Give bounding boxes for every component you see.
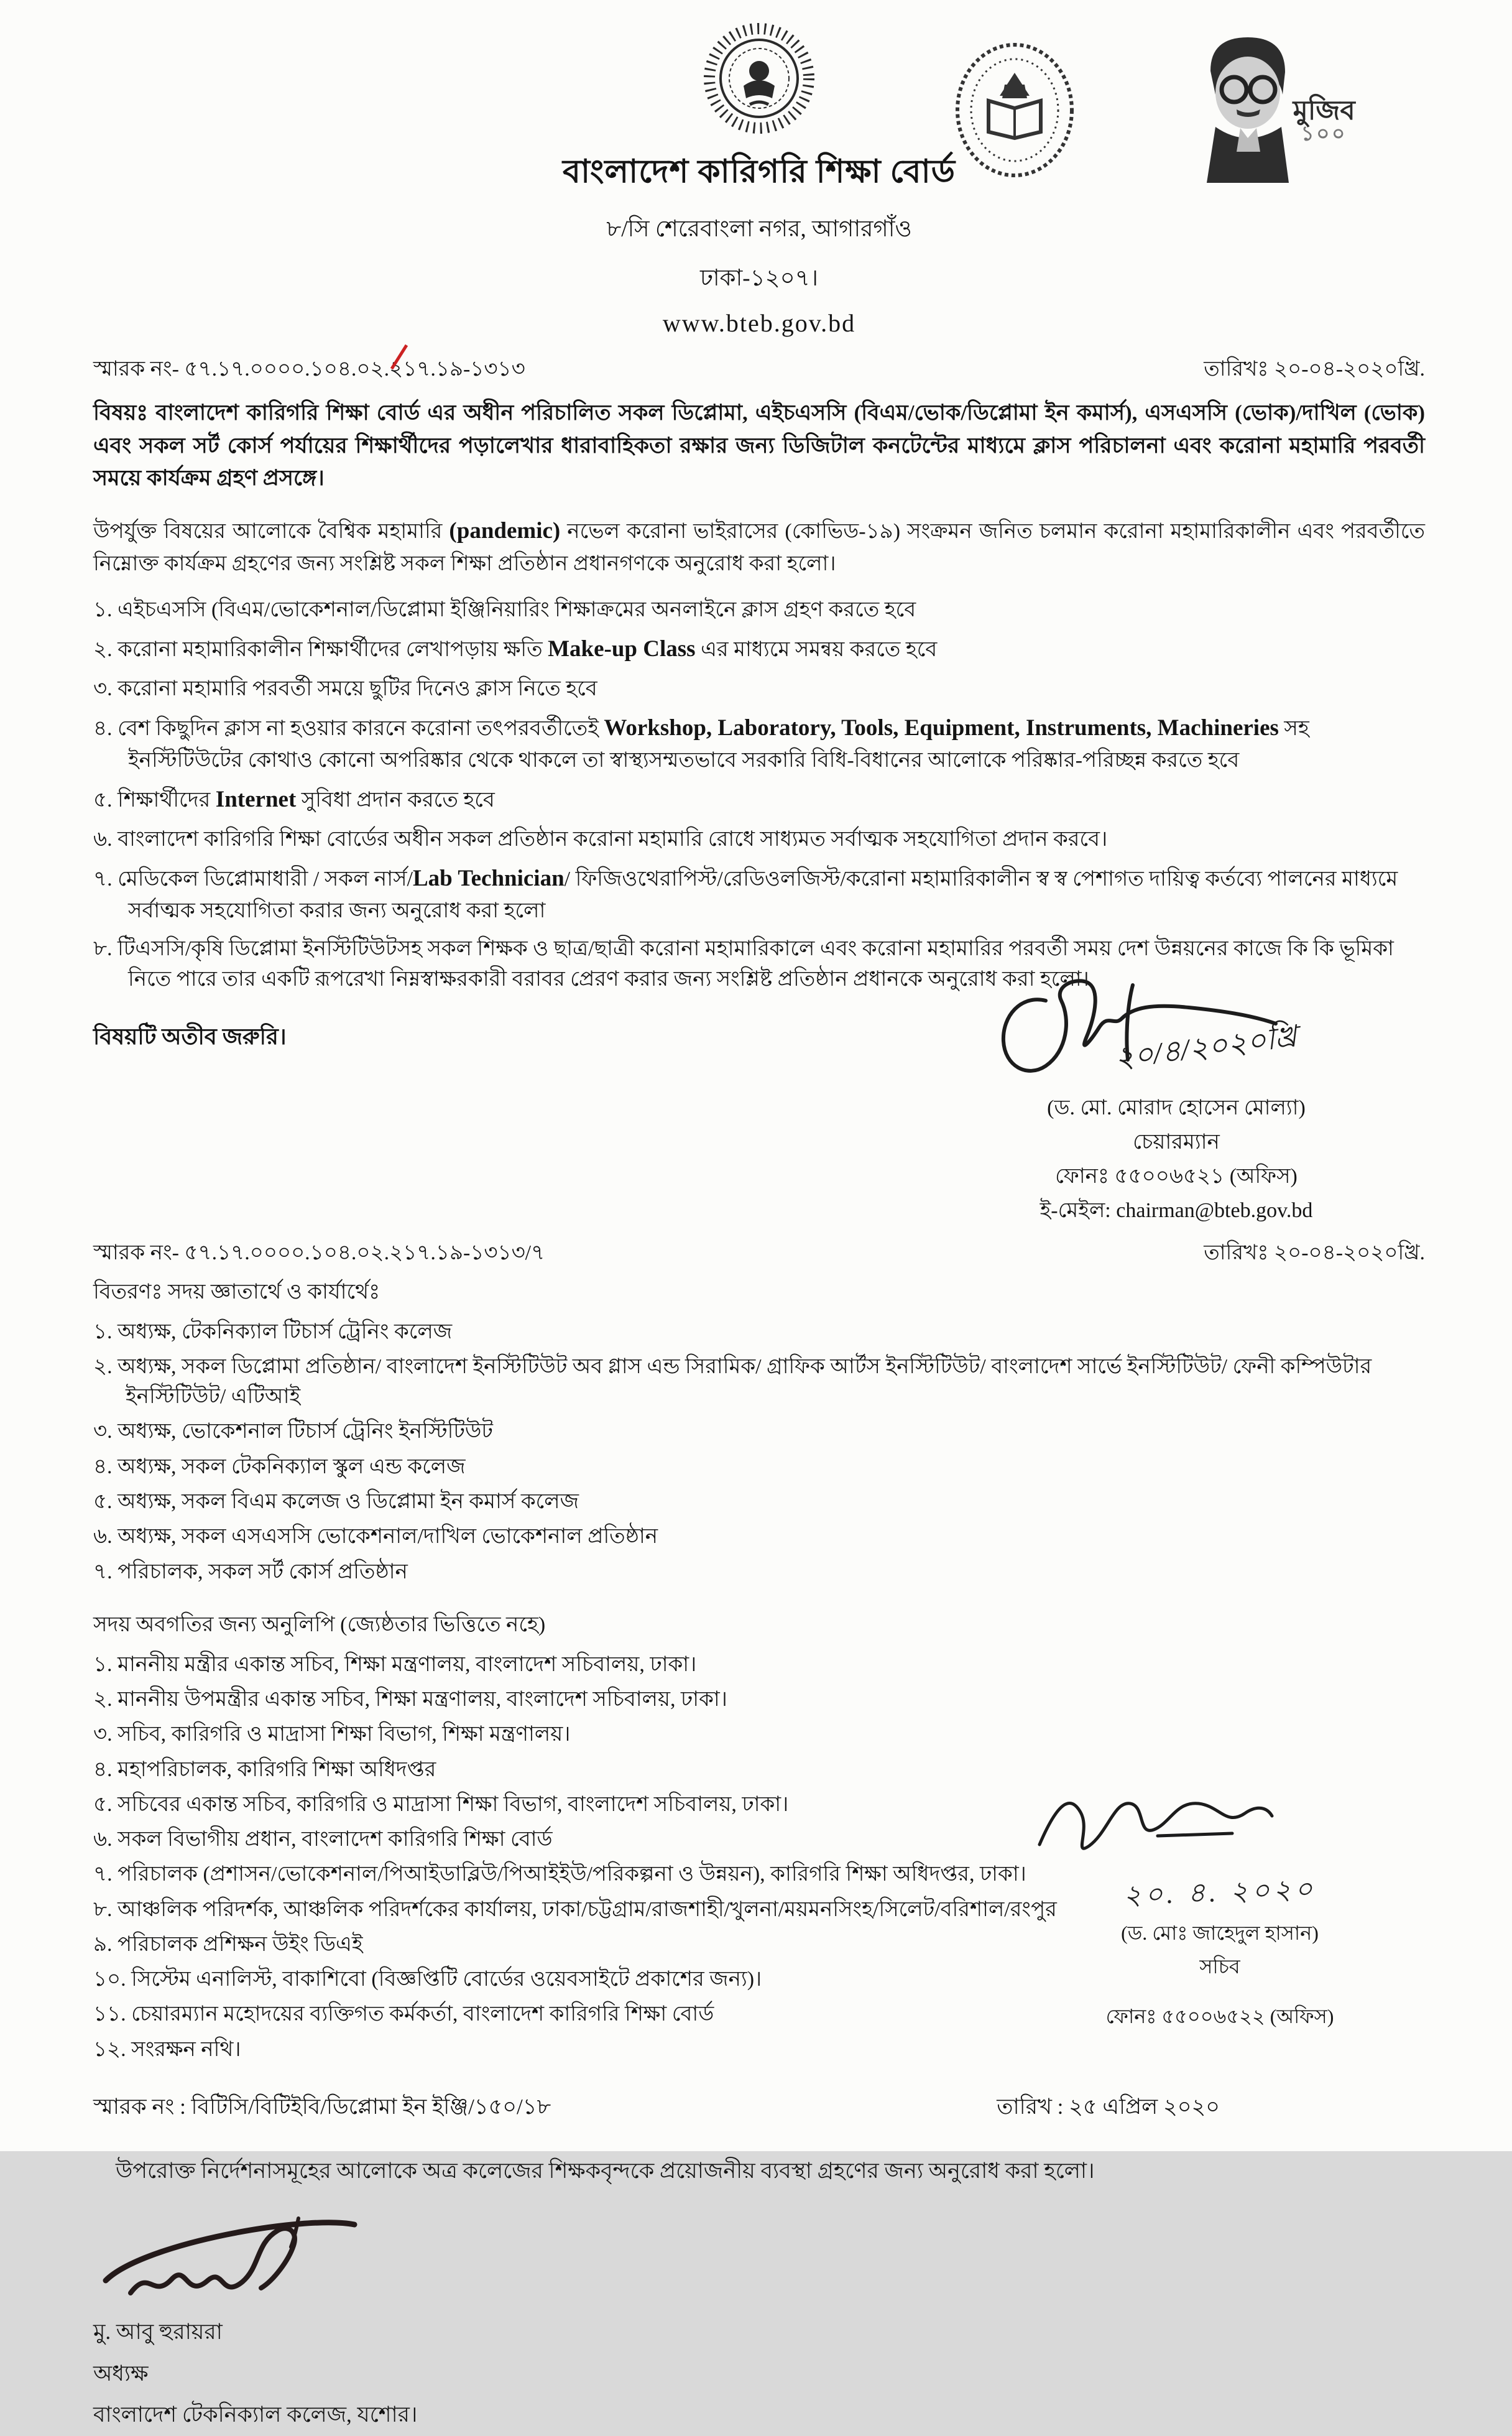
- secretary-signature-block: [1021, 1776, 1419, 2034]
- copy-item: ১১. চেয়ারম্যান মহোদয়ের ব্যক্তিগত কর্মকর্তা, বাংলাদেশ কারিগরি শিক্ষা বোর্ড: [93, 2003, 714, 2026]
- memo1-number: স্মারক নং- ৫৭.১৭.০০০০.১০৪.০২.২১৭.১৯-১৩১৩: [93, 353, 525, 388]
- copy-item: ৫. সচিবের একান্ত সচিব, কারিগরি ও মাদ্রাসা শিক্ষা বিভাগ, বাংলাদেশ সচিবালয়, ঢাকা।: [93, 1792, 789, 1816]
- principal-title: অধ্যক্ষ: [93, 2361, 149, 2386]
- secretary-signature-icon: [1021, 1776, 1282, 1869]
- chairman-phone: ফোনঃ ৫৫০০৬৫২১ (অফিস): [1055, 1164, 1298, 1188]
- distribution-heading: বিতরণঃ সদয় জ্ঞাতার্থে ও কার্যার্থেঃ: [93, 1280, 380, 1304]
- copy-item: ৩. সচিব, কারিগরি ও মাদ্রাসা শিক্ষা বিভাগ, শিক্ষা মন্ত্রণালয়।: [93, 1723, 571, 1746]
- secretary-handwritten-date: ২০. ৪. ২০২০: [1123, 1873, 1317, 1911]
- principal-name: মু. আবু হুরায়রা: [93, 2320, 223, 2345]
- copy-item: ৯. পরিচালক প্রশিক্ষন উইং ডিএই: [93, 1932, 363, 1956]
- copy-item: ৭. পরিচালক (প্রশাসন/ভোকেশনাল/পিআইডাব্লিউ/পিআইইউ/পরিকল্পনা ও উন্নয়ন), কারিগরি শিক্ষা অধিদপ্তর, ঢাকা।: [93, 1863, 1026, 1886]
- copies-list: [93, 1650, 1138, 2065]
- org-address-line2: ঢাকা-১২০৭।: [699, 266, 818, 291]
- org-website: www.bteb.gov.bd: [662, 309, 856, 337]
- instruction-item-6: ৬. বাংলাদেশ কারিগরি শিক্ষা বোর্ডের অধীন সকল প্রতিষ্ঠান করোনা মহামারি রোধে সাধ্যমত সর্বাত্মক সহযোগিতা প্রদান করবে।: [93, 827, 1108, 851]
- memo1-row: [93, 353, 1425, 388]
- distribution-item: ৩. অধ্যক্ষ, ভোকেশনাল টিচার্স ট্রেনিং ইনস্টিটিউট: [93, 1420, 493, 1443]
- distribution-item: ৬. অধ্যক্ষ, সকল এসএসসি ভোকেশনাল/দাখিল ভোকেশনাল প্রতিষ্ঠান: [93, 1525, 658, 1549]
- distribution-list: [93, 1317, 1425, 1587]
- copies-heading: সদয় অবগতির জন্য অনুলিপি (জ্যেষ্ঠতার ভিত্তিতে নহে): [93, 1613, 546, 1636]
- instruction-item-8: ৮. টিএসসি/কৃষি ডিপ্লোমা ইনস্টিটিউটসহ সকল শিক্ষক ও ছাত্র/ছাত্রী করোনা মহামারিকালে এবং করোনা মহামারির পরবর্তী সময় দেশ উন্নয়নের কাজে কি কি ভূমিকা নিতে পারে তার একটি রূপরেখা নিম্নস্বাক্ষরকারী বরাবর প্রেরণ করার জন্য সংশ্লিষ্ট প্রতিষ্ঠান প্রধানকে অনুরোধ করা হলো।: [93, 937, 1394, 991]
- instruction-item-5: ৫. শিক্ষার্থীদের Internet সুবিধা প্রদান করতে হবে: [93, 787, 495, 813]
- opening-post: নভেল করোনা ভাইরাসের (কোভিড-১৯) সংক্রমন জনিত চলমান করোনা মহামারিকালীন এবং পরবর্তীতে নিম্নোক্ত কার্যক্রম গ্রহণের জন্য সংশ্লিষ্ট সকল শিক্ষা প্রতিষ্ঠান প্রধানগণকে অনুরোধ করা হলো।: [93, 519, 1426, 575]
- copy-item: ১২. সংরক্ষন নথি।: [93, 2037, 241, 2061]
- distribution-item: ৪. অধ্যক্ষ, সকল টেকনিক্যাল স্কুল এন্ড কলেজ: [93, 1455, 466, 1478]
- chairman-email: ই-মেইল: chairman@bteb.gov.bd: [1040, 1198, 1313, 1222]
- chairman-handwritten-date: ২০/৪/২০২০খ্রি: [1112, 1019, 1299, 1075]
- distribution-item: ২. অধ্যক্ষ, সকল ডিপ্লোমা প্রতিষ্ঠান/ বাংলাদেশ ইনস্টিটিউট অব গ্লাস এন্ড সিরামিক/ গ্রাফিক আর্টস ইনস্টিটিউট/ বাংলাদেশ সার্ভে ইনস্টিটিউট/ ফেনী কম্পিউটার ইনস্টিটিউট/ এটিআই: [93, 1355, 1372, 1409]
- memo2-row: [93, 1236, 1425, 1272]
- copy-item: ২. মাননীয় উপমন্ত্রীর একান্ত সচিব, শিক্ষা মন্ত্রণালয়, বাংলাদেশ সচিবালয়, ঢাকা।: [93, 1688, 727, 1711]
- copy-item: ৮. আঞ্চলিক পরিদর্শক, আঞ্চলিক পরিদর্শকের কার্যালয়, ঢাকা/চট্টগ্রাম/রাজশাহী/খুলনা/ময়মনসিংহ/সিলেট/বরিশাল/রংপুর: [93, 1897, 1057, 1921]
- memo1-date: তারিখঃ ২০-০৪-২০২০খ্রি.: [1204, 358, 1425, 381]
- mujib-100-wordmark: মুজিব ১০০: [1293, 95, 1355, 145]
- final-note: উপরোক্ত নির্দেশনাসমূহের আলোকে অত্র কলেজের শিক্ষকবৃন্দকে প্রয়োজনীয় ব্যবস্থা গ্রহণের জন্য অনুরোধ করা হলো।: [116, 2158, 1095, 2183]
- memo3-number: স্মারক নং : বিটিসি/বিটিইবি/ডিপ্লোমা ইন ইঞ্জি/১৫০/১৮: [93, 2094, 551, 2119]
- principal-signature-block: [93, 2206, 1425, 2436]
- instruction-list: [93, 595, 1425, 995]
- chairman-name: (ড. মো. মোরাদ হোসেন মোল্যা): [1047, 1096, 1306, 1119]
- org-address-line1: ৮/সি শেরেবাংলা নগর, আগারগাঁও: [606, 216, 912, 242]
- red-pen-mark: [385, 343, 410, 371]
- chairman-signature-block: [928, 966, 1425, 1228]
- letterhead: [93, 16, 1425, 338]
- chairman-signature: [928, 966, 1425, 1091]
- memo2-number: স্মারক নং- ৫৭.১৭.০০০০.১০৪.০২.২১৭.১৯-১৩১৩/৭: [93, 1241, 545, 1264]
- secretary-title: সচিব: [1199, 1955, 1240, 1978]
- instruction-item-7: ৭. মেডিকেল ডিপ্লোমাধারী / সকল নার্স/Lab Technician/ ফিজিওথেরাপিস্ট/রেডিওলজিস্ট/করোনা মহামারিকালীন স্ব স্ব পেশাগত দায়িত্ব কর্তব্যে পালনের মাধ্যমে সর্বাত্মক সহযোগিতা করার জন্য অনুরোধ করা হলো: [93, 866, 1398, 922]
- closing-block: [93, 1003, 1425, 1221]
- principal-institution: বাংলাদেশ টেকনিক্যাল কলেজ, যশোর।: [93, 2402, 418, 2427]
- chairman-title: চেয়ারম্যান: [1133, 1130, 1220, 1154]
- copy-item: ৪. মহাপরিচালক, কারিগরি শিক্ষা অধিদপ্তর: [93, 1758, 436, 1781]
- secretary-signature: [1021, 1776, 1419, 1869]
- urgent-note: বিষয়টি অতীব জরুরি।: [93, 1024, 287, 1049]
- subject-line: বিষয়ঃ বাংলাদেশ কারিগরি শিক্ষা বোর্ড এর অধীন পরিচালিত সকল ডিপ্লোমা, এইচএসসি (বিএম/ভোক/ডিপ্লোমা ইন কমার্স), এসএসসি (ভোক)/দাখিল (ভোক) এবং সকল সর্ট কোর্স পর্যায়ের শিক্ষার্থীদের পড়ালেখার ধারাবাহিকতা রক্ষার জন্য ডিজিটাল কনটেন্টের মাধ্যমে ক্লাস পরিচালনা এবং করোনা মহামারি পরবর্তী সময়ে কার্যক্রম গ্রহণ প্রসঙ্গে।: [93, 401, 1425, 490]
- education-board-logo-icon: [952, 39, 1077, 182]
- instruction-item-1: ১. এইচএসসি (বিএম/ভোকেশনাল/ডিপ্লোমা ইঞ্জিনিয়ারিং শিক্ষাক্রমের অনলাইনে ক্লাস গ্রহণ করতে হবে: [93, 598, 916, 621]
- copy-item: ১০. সিস্টেম এনালিস্ট, বাকাশিবো (বিজ্ঞপ্তিটি বোর্ডের ওয়েবসাইটে প্রকাশের জন্য)।: [93, 1968, 762, 1991]
- copy-item: ১. মাননীয় মন্ত্রীর একান্ত সচিব, শিক্ষা মন্ত্রণালয়, বাংলাদেশ সচিবালয়, ঢাকা।: [93, 1652, 697, 1676]
- secretary-name: (ড. মোঃ জাহেদুল হাসান): [1121, 1921, 1319, 1944]
- instruction-item-2: ২. করোনা মহামারিকালীন শিক্ষার্থীদের লেখাপড়ায় ক্ষতি Make-up Class এর মাধ্যমে সমন্বয় করতে হবে: [93, 636, 938, 662]
- opening-english-term: (pandemic): [449, 517, 561, 544]
- memo3-row: [93, 2090, 1425, 2126]
- secretary-phone: ফোনঃ ৫৫০০৬৫২২ (অফিস): [1105, 2005, 1334, 2028]
- copy-item: ৬. সকল বিভাগীয় প্রধান, বাংলাদেশ কারিগরি শিক্ষা বোর্ড: [93, 1828, 553, 1851]
- opening-pre: উপর্যুক্ত বিষয়ের আলোকে বৈশ্বিক মহামারি: [93, 519, 449, 543]
- mujib-100-logo: [1167, 27, 1357, 183]
- opening-paragraph: [93, 514, 1425, 580]
- distribution-item: ৫. অধ্যক্ষ, সকল বিএম কলেজ ও ডিপ্লোমা ইন কমার্স কলেজ: [93, 1489, 579, 1513]
- distribution-item: ৭. পরিচালক, সকল সর্ট কোর্স প্রতিষ্ঠান: [93, 1560, 408, 1583]
- principal-signature-icon: [93, 2206, 392, 2312]
- distribution-item: ১. অধ্যক্ষ, টেকনিক্যাল টিচার্স ট্রেনিং কলেজ: [93, 1320, 453, 1343]
- copies-section: [93, 1608, 1425, 2065]
- memo3-date: তারিখ : ২৫ এপ্রিল ২০২০: [997, 2094, 1220, 2119]
- org-name: বাংলাদেশ কারিগরি শিক্ষা বোর্ড: [563, 154, 956, 190]
- instruction-item-4: ৪. বেশ কিছুদিন ক্লাস না হওয়ার কারনে করোনা তৎপরবর্তীতেই Workshop, Laboratory, Tools, Equipment, Instruments, Machineries সহ ইনস্টিটিউটের কোথাও কোনো অপরিষ্কার থেকে থাকলে তা স্বাস্থ্যসম্মতভাবে সরকারি বিধি-বিধানের আলোকে পরিষ্কার-পরিচ্ছন্ন করতে হবে: [93, 715, 1309, 772]
- instruction-item-3: ৩. করোনা মহামারি পরবর্তী সময়ে ছুটির দিনেও ক্লাস নিতে হবে: [93, 677, 597, 700]
- memo2-date: তারিখঃ ২০-০৪-২০২০খ্রি.: [1204, 1241, 1425, 1264]
